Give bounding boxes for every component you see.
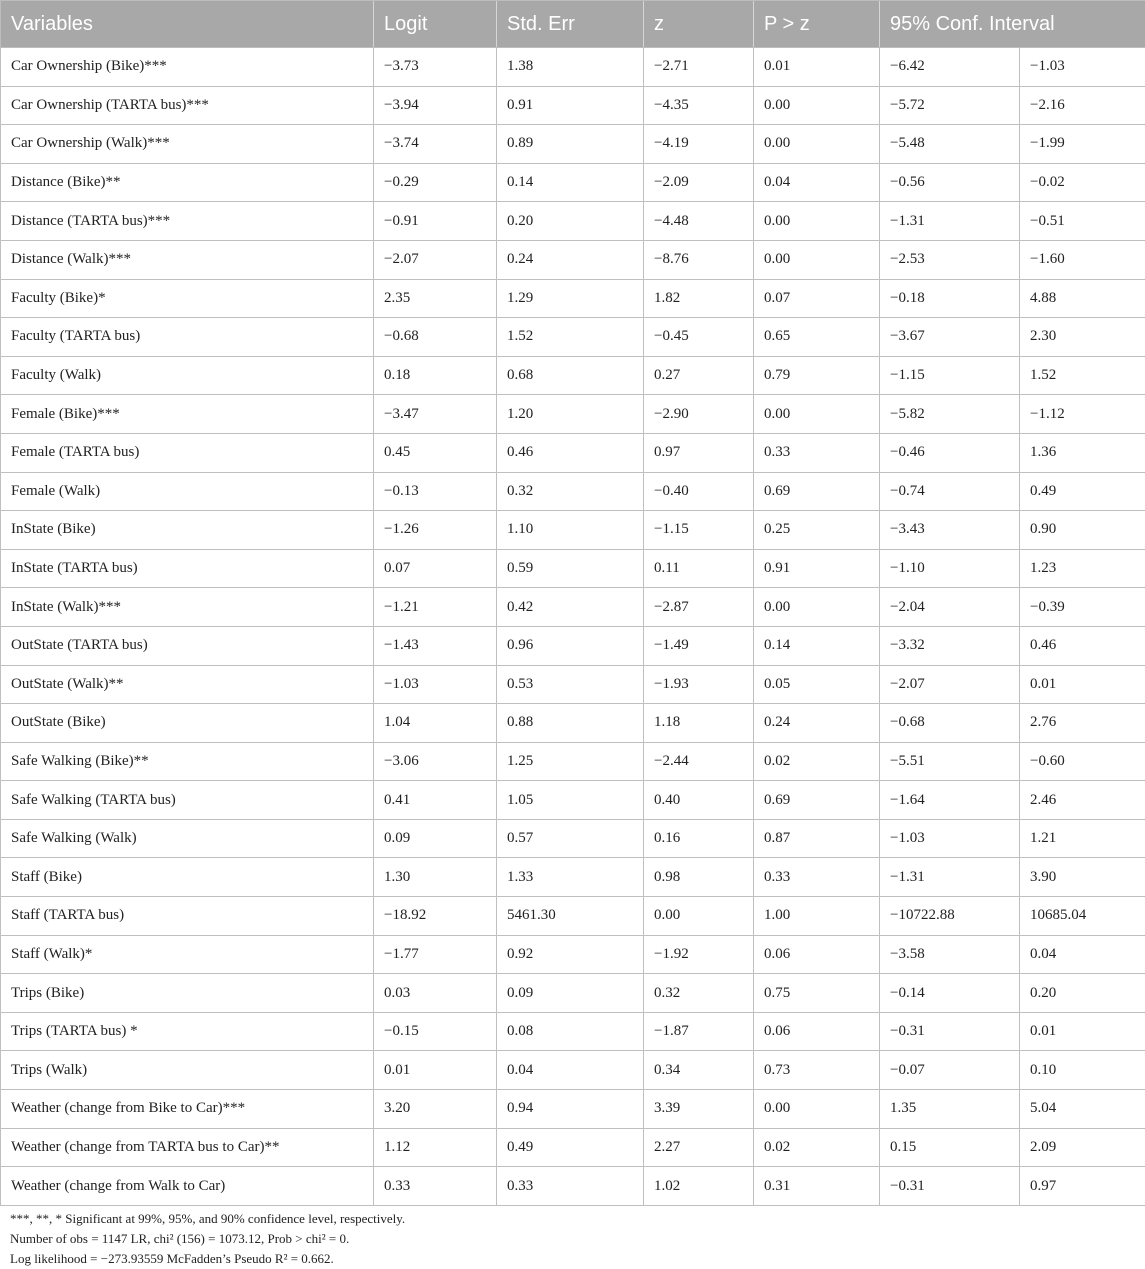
cell-logit: 2.35 xyxy=(374,279,497,318)
cell-p-value: 0.33 xyxy=(754,433,880,472)
cell-z: −1.15 xyxy=(644,511,754,550)
table-row xyxy=(1,240,1145,279)
cell-z: −4.19 xyxy=(644,125,754,164)
cell-variable: Trips (TARTA bus) * xyxy=(1,1012,374,1051)
cell-ci-upper: 0.20 xyxy=(1020,974,1145,1013)
cell-std-err: 0.42 xyxy=(497,588,644,627)
cell-ci-upper: 1.23 xyxy=(1020,549,1145,588)
cell-z: 0.27 xyxy=(644,356,754,395)
cell-p-value: 0.25 xyxy=(754,511,880,550)
cell-std-err: 0.89 xyxy=(497,125,644,164)
cell-variable: Distance (Walk)*** xyxy=(1,240,374,279)
cell-ci-lower: −5.48 xyxy=(880,125,1020,164)
table-row xyxy=(1,1012,1145,1051)
cell-logit: 1.30 xyxy=(374,858,497,897)
cell-p-value: 0.69 xyxy=(754,472,880,511)
cell-logit: −0.13 xyxy=(374,472,497,511)
cell-p-value: 0.00 xyxy=(754,395,880,434)
table-row xyxy=(1,86,1145,125)
cell-std-err: 0.91 xyxy=(497,86,644,125)
cell-logit: −1.03 xyxy=(374,665,497,704)
cell-logit: 0.18 xyxy=(374,356,497,395)
cell-z: 1.18 xyxy=(644,704,754,743)
cell-std-err: 0.20 xyxy=(497,202,644,241)
cell-ci-lower: −0.31 xyxy=(880,1167,1020,1206)
cell-ci-upper: 2.76 xyxy=(1020,704,1145,743)
cell-ci-upper: −0.51 xyxy=(1020,202,1145,241)
table-row xyxy=(1,202,1145,241)
cell-std-err: 1.52 xyxy=(497,318,644,357)
cell-logit: 0.41 xyxy=(374,781,497,820)
table-row xyxy=(1,511,1145,550)
cell-z: −4.48 xyxy=(644,202,754,241)
cell-ci-lower: −0.07 xyxy=(880,1051,1020,1090)
table-row xyxy=(1,48,1145,87)
cell-z: 1.02 xyxy=(644,1167,754,1206)
table-row xyxy=(1,1090,1145,1129)
cell-ci-upper: 0.90 xyxy=(1020,511,1145,550)
cell-logit: −3.74 xyxy=(374,125,497,164)
cell-p-value: 0.87 xyxy=(754,819,880,858)
cell-ci-lower: −1.31 xyxy=(880,202,1020,241)
likelihood-note: Log likelihood = −273.93559 McFadden’s Pseudo R² = 0.662. xyxy=(10,1249,405,1269)
cell-p-value: 0.06 xyxy=(754,1012,880,1051)
cell-p-value: 0.69 xyxy=(754,781,880,820)
cell-ci-upper: −1.12 xyxy=(1020,395,1145,434)
table-row xyxy=(1,665,1145,704)
cell-variable: OutState (TARTA bus) xyxy=(1,626,374,665)
cell-logit: 0.09 xyxy=(374,819,497,858)
cell-variable: Safe Walking (Walk) xyxy=(1,819,374,858)
cell-variable: Trips (Bike) xyxy=(1,974,374,1013)
table-row xyxy=(1,935,1145,974)
cell-ci-upper: 2.46 xyxy=(1020,781,1145,820)
cell-ci-upper: 1.36 xyxy=(1020,433,1145,472)
cell-variable: Trips (Walk) xyxy=(1,1051,374,1090)
cell-ci-lower: −5.72 xyxy=(880,86,1020,125)
cell-z: 0.16 xyxy=(644,819,754,858)
cell-logit: −1.26 xyxy=(374,511,497,550)
cell-variable: Car Ownership (TARTA bus)*** xyxy=(1,86,374,125)
cell-z: 0.34 xyxy=(644,1051,754,1090)
cell-z: −2.09 xyxy=(644,163,754,202)
table-row xyxy=(1,1051,1145,1090)
cell-ci-lower: −0.56 xyxy=(880,163,1020,202)
cell-logit: 3.20 xyxy=(374,1090,497,1129)
table-row xyxy=(1,626,1145,665)
cell-std-err: 1.05 xyxy=(497,781,644,820)
cell-variable: Weather (change from Walk to Car) xyxy=(1,1167,374,1206)
cell-p-value: 0.07 xyxy=(754,279,880,318)
cell-ci-lower: −1.10 xyxy=(880,549,1020,588)
cell-z: −1.93 xyxy=(644,665,754,704)
cell-z: −2.90 xyxy=(644,395,754,434)
cell-ci-upper: −1.60 xyxy=(1020,240,1145,279)
cell-logit: 0.01 xyxy=(374,1051,497,1090)
cell-z: −1.92 xyxy=(644,935,754,974)
table-row xyxy=(1,395,1145,434)
cell-p-value: 0.79 xyxy=(754,356,880,395)
cell-std-err: 1.25 xyxy=(497,742,644,781)
cell-logit: −1.77 xyxy=(374,935,497,974)
cell-std-err: 5461.30 xyxy=(497,897,644,936)
cell-z: −4.35 xyxy=(644,86,754,125)
cell-ci-lower: −2.53 xyxy=(880,240,1020,279)
cell-ci-lower: −0.74 xyxy=(880,472,1020,511)
table-footnotes xyxy=(10,1209,405,1269)
cell-variable: OutState (Walk)** xyxy=(1,665,374,704)
cell-variable: Safe Walking (Bike)** xyxy=(1,742,374,781)
table-row xyxy=(1,279,1145,318)
cell-ci-lower: −0.68 xyxy=(880,704,1020,743)
cell-ci-upper: 1.52 xyxy=(1020,356,1145,395)
table-row xyxy=(1,974,1145,1013)
table-row xyxy=(1,125,1145,164)
cell-logit: −0.91 xyxy=(374,202,497,241)
cell-logit: −1.21 xyxy=(374,588,497,627)
cell-p-value: 0.04 xyxy=(754,163,880,202)
cell-variable: Female (Bike)*** xyxy=(1,395,374,434)
cell-logit: −3.94 xyxy=(374,86,497,125)
table-row xyxy=(1,819,1145,858)
cell-ci-lower: −2.07 xyxy=(880,665,1020,704)
cell-z: 0.32 xyxy=(644,974,754,1013)
cell-p-value: 0.00 xyxy=(754,588,880,627)
cell-ci-lower: −5.82 xyxy=(880,395,1020,434)
cell-ci-lower: −0.14 xyxy=(880,974,1020,1013)
cell-std-err: 0.94 xyxy=(497,1090,644,1129)
cell-p-value: 0.00 xyxy=(754,1090,880,1129)
cell-z: −2.87 xyxy=(644,588,754,627)
table-row xyxy=(1,588,1145,627)
table-row xyxy=(1,897,1145,936)
table-row xyxy=(1,781,1145,820)
cell-ci-lower: −3.58 xyxy=(880,935,1020,974)
table-row xyxy=(1,318,1145,357)
cell-variable: OutState (Bike) xyxy=(1,704,374,743)
cell-std-err: 1.10 xyxy=(497,511,644,550)
cell-p-value: 0.06 xyxy=(754,935,880,974)
cell-p-value: 0.00 xyxy=(754,86,880,125)
cell-ci-upper: 2.09 xyxy=(1020,1128,1145,1167)
cell-std-err: 0.09 xyxy=(497,974,644,1013)
cell-variable: Safe Walking (TARTA bus) xyxy=(1,781,374,820)
cell-variable: Distance (TARTA bus)*** xyxy=(1,202,374,241)
table-row xyxy=(1,858,1145,897)
cell-ci-lower: −3.32 xyxy=(880,626,1020,665)
cell-p-value: 0.65 xyxy=(754,318,880,357)
cell-p-value: 0.91 xyxy=(754,549,880,588)
cell-std-err: 0.92 xyxy=(497,935,644,974)
cell-std-err: 1.29 xyxy=(497,279,644,318)
cell-logit: 0.03 xyxy=(374,974,497,1013)
cell-ci-upper: 0.49 xyxy=(1020,472,1145,511)
cell-std-err: 0.59 xyxy=(497,549,644,588)
cell-logit: −3.73 xyxy=(374,48,497,87)
cell-p-value: 1.00 xyxy=(754,897,880,936)
cell-ci-upper: 0.46 xyxy=(1020,626,1145,665)
cell-ci-lower: −1.15 xyxy=(880,356,1020,395)
cell-z: 0.97 xyxy=(644,433,754,472)
cell-variable: Faculty (Bike)* xyxy=(1,279,374,318)
table-row xyxy=(1,356,1145,395)
cell-p-value: 0.73 xyxy=(754,1051,880,1090)
cell-z: −2.71 xyxy=(644,48,754,87)
cell-std-err: 0.32 xyxy=(497,472,644,511)
cell-ci-upper: 0.01 xyxy=(1020,1012,1145,1051)
cell-std-err: 0.57 xyxy=(497,819,644,858)
cell-p-value: 0.00 xyxy=(754,125,880,164)
table-row xyxy=(1,1128,1145,1167)
cell-ci-lower: −0.46 xyxy=(880,433,1020,472)
cell-ci-upper: 0.10 xyxy=(1020,1051,1145,1090)
cell-logit: −3.06 xyxy=(374,742,497,781)
cell-z: −1.49 xyxy=(644,626,754,665)
cell-p-value: 0.01 xyxy=(754,48,880,87)
cell-z: 3.39 xyxy=(644,1090,754,1129)
cell-ci-lower: −3.43 xyxy=(880,511,1020,550)
cell-logit: 0.33 xyxy=(374,1167,497,1206)
cell-logit: −3.47 xyxy=(374,395,497,434)
cell-p-value: 0.02 xyxy=(754,742,880,781)
cell-std-err: 0.53 xyxy=(497,665,644,704)
cell-variable: Female (Walk) xyxy=(1,472,374,511)
cell-ci-upper: 0.01 xyxy=(1020,665,1145,704)
cell-std-err: 1.20 xyxy=(497,395,644,434)
cell-variable: InState (Bike) xyxy=(1,511,374,550)
cell-std-err: 0.68 xyxy=(497,356,644,395)
cell-std-err: 0.33 xyxy=(497,1167,644,1206)
cell-ci-upper: −1.99 xyxy=(1020,125,1145,164)
table-row xyxy=(1,742,1145,781)
cell-std-err: 0.04 xyxy=(497,1051,644,1090)
cell-logit: 0.45 xyxy=(374,433,497,472)
cell-logit: −0.15 xyxy=(374,1012,497,1051)
header-z: z xyxy=(644,1,754,48)
cell-ci-upper: −1.03 xyxy=(1020,48,1145,87)
header-conf-interval: 95% Conf. Interval xyxy=(880,1,1145,48)
cell-z: 0.00 xyxy=(644,897,754,936)
cell-p-value: 0.00 xyxy=(754,240,880,279)
cell-variable: InState (TARTA bus) xyxy=(1,549,374,588)
cell-variable: Car Ownership (Bike)*** xyxy=(1,48,374,87)
cell-ci-lower: −1.03 xyxy=(880,819,1020,858)
cell-ci-lower: −2.04 xyxy=(880,588,1020,627)
cell-z: −2.44 xyxy=(644,742,754,781)
cell-z: 0.98 xyxy=(644,858,754,897)
cell-z: −1.87 xyxy=(644,1012,754,1051)
cell-p-value: 0.31 xyxy=(754,1167,880,1206)
cell-ci-upper: 4.88 xyxy=(1020,279,1145,318)
cell-variable: Car Ownership (Walk)*** xyxy=(1,125,374,164)
cell-logit: 1.04 xyxy=(374,704,497,743)
cell-std-err: 0.08 xyxy=(497,1012,644,1051)
significance-note: ***, **, * Significant at 99%, 95%, and 90% confidence level, respectively. xyxy=(10,1209,405,1229)
table-row xyxy=(1,163,1145,202)
cell-logit: −1.43 xyxy=(374,626,497,665)
cell-ci-upper: 3.90 xyxy=(1020,858,1145,897)
observations-note: Number of obs = 1147 LR, chi² (156) = 1073.12, Prob > chi² = 0. xyxy=(10,1229,405,1249)
cell-z: −0.45 xyxy=(644,318,754,357)
cell-variable: Staff (Walk)* xyxy=(1,935,374,974)
table-body xyxy=(1,48,1145,1206)
cell-variable: Staff (TARTA bus) xyxy=(1,897,374,936)
cell-p-value: 0.33 xyxy=(754,858,880,897)
cell-std-err: 0.46 xyxy=(497,433,644,472)
cell-ci-lower: −1.31 xyxy=(880,858,1020,897)
cell-ci-upper: 0.04 xyxy=(1020,935,1145,974)
header-logit: Logit xyxy=(374,1,497,48)
cell-ci-lower: −5.51 xyxy=(880,742,1020,781)
cell-z: −8.76 xyxy=(644,240,754,279)
table-row xyxy=(1,433,1145,472)
cell-std-err: 0.14 xyxy=(497,163,644,202)
header-std-err: Std. Err xyxy=(497,1,644,48)
cell-logit: 1.12 xyxy=(374,1128,497,1167)
cell-z: 1.82 xyxy=(644,279,754,318)
cell-ci-lower: 0.15 xyxy=(880,1128,1020,1167)
cell-std-err: 0.24 xyxy=(497,240,644,279)
table-row xyxy=(1,472,1145,511)
cell-ci-upper: −0.60 xyxy=(1020,742,1145,781)
cell-std-err: 0.49 xyxy=(497,1128,644,1167)
cell-z: 2.27 xyxy=(644,1128,754,1167)
cell-ci-lower: −0.31 xyxy=(880,1012,1020,1051)
cell-p-value: 0.75 xyxy=(754,974,880,1013)
table-row xyxy=(1,704,1145,743)
cell-p-value: 0.24 xyxy=(754,704,880,743)
cell-logit: −0.68 xyxy=(374,318,497,357)
cell-ci-lower: −1.64 xyxy=(880,781,1020,820)
table-row xyxy=(1,549,1145,588)
header-variables: Variables xyxy=(1,1,374,48)
cell-variable: Weather (change from TARTA bus to Car)** xyxy=(1,1128,374,1167)
cell-ci-upper: 0.97 xyxy=(1020,1167,1145,1206)
cell-z: −0.40 xyxy=(644,472,754,511)
cell-variable: InState (Walk)*** xyxy=(1,588,374,627)
cell-logit: −0.29 xyxy=(374,163,497,202)
cell-variable: Distance (Bike)** xyxy=(1,163,374,202)
cell-ci-lower: 1.35 xyxy=(880,1090,1020,1129)
cell-std-err: 0.96 xyxy=(497,626,644,665)
cell-ci-lower: −0.18 xyxy=(880,279,1020,318)
cell-variable: Staff (Bike) xyxy=(1,858,374,897)
cell-ci-upper: −0.02 xyxy=(1020,163,1145,202)
cell-ci-upper: 2.30 xyxy=(1020,318,1145,357)
cell-ci-lower: −3.67 xyxy=(880,318,1020,357)
cell-p-value: 0.14 xyxy=(754,626,880,665)
cell-ci-upper: 10685.04 xyxy=(1020,897,1145,936)
cell-ci-upper: −2.16 xyxy=(1020,86,1145,125)
cell-ci-lower: −10722.88 xyxy=(880,897,1020,936)
table-row xyxy=(1,1167,1145,1206)
cell-p-value: 0.02 xyxy=(754,1128,880,1167)
cell-variable: Faculty (TARTA bus) xyxy=(1,318,374,357)
cell-variable: Weather (change from Bike to Car)*** xyxy=(1,1090,374,1129)
header-p-value: P > z xyxy=(754,1,880,48)
cell-std-err: 1.33 xyxy=(497,858,644,897)
cell-ci-lower: −6.42 xyxy=(880,48,1020,87)
cell-logit: −2.07 xyxy=(374,240,497,279)
cell-ci-upper: −0.39 xyxy=(1020,588,1145,627)
cell-std-err: 1.38 xyxy=(497,48,644,87)
cell-p-value: 0.05 xyxy=(754,665,880,704)
cell-ci-upper: 1.21 xyxy=(1020,819,1145,858)
cell-p-value: 0.00 xyxy=(754,202,880,241)
cell-z: 0.11 xyxy=(644,549,754,588)
cell-logit: 0.07 xyxy=(374,549,497,588)
cell-logit: −18.92 xyxy=(374,897,497,936)
cell-variable: Female (TARTA bus) xyxy=(1,433,374,472)
cell-variable: Faculty (Walk) xyxy=(1,356,374,395)
cell-std-err: 0.88 xyxy=(497,704,644,743)
table-header xyxy=(1,1,1145,48)
cell-ci-upper: 5.04 xyxy=(1020,1090,1145,1129)
cell-z: 0.40 xyxy=(644,781,754,820)
